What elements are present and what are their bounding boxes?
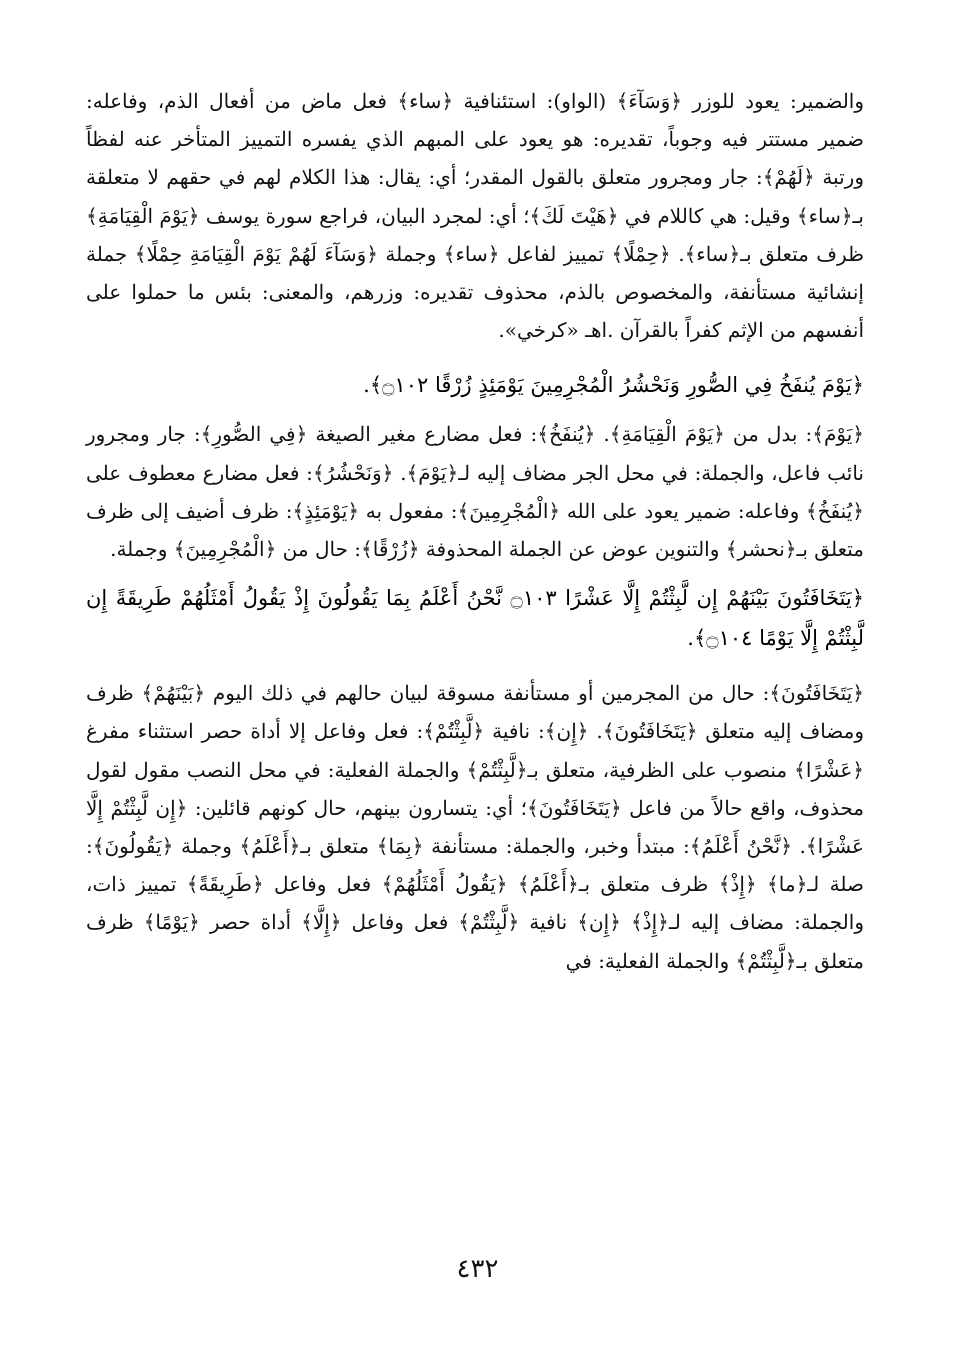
quran-verse-103-104: ﴿يَتَخَافَتُونَ بَيْنَهُمْ إِن لَّبِثْتُمْ إِلَّا عَشْرًا ۝١٠٣ نَّحْنُ أَعْلَمُ بِمَا يَقُولُونَ إِذْ يَقُولُ أَمْثَلُهُمْ طَرِيقَةً إِن لَّبِثْتُمْ إِلَّا يَوْمًا ۝١٠٤﴾. bbox=[86, 586, 864, 651]
quran-verse-102: ﴿يَوْمَ يُنفَخُ فِي الصُّورِ وَنَحْشُرُ الْمُجْرِمِينَ يَوْمَئِذٍ زُرْقًا ۝١٠٢﴾. bbox=[363, 373, 864, 398]
page-body bbox=[86, 82, 864, 980]
paragraph-spacer bbox=[86, 349, 864, 365]
commentary-paragraph-2: ﴿يَوْمَ﴾: بدل من ﴿يَوْمَ الْقِيَامَةِ﴾. ﴿يُنفَخُ﴾: فعل مضارع مغير الصيغة ﴿فِي الصُّورِ﴾: جار ومجرور نائب فاعل، والجملة: في محل الجر مضاف إليه لـ﴿يَوْمَ﴾. ﴿وَنَحْشُرُ﴾: فعل مضارع معطوف على ﴿يُنفَخُ﴾ وفاعله: ضمير يعود على الله ﴿الْمُجْرِمِينَ﴾: مفعول به ﴿يَوْمَئِذٍ﴾: ظرف أضيف إلى ظرف متعلق بـ﴿نحشر﴾ والتنوين عوض عن الجملة المحذوفة ﴿زُرْقًا﴾: حال من ﴿الْمُجْرِمِينَ﴾ وجملة. bbox=[86, 422, 864, 562]
paragraph-spacer bbox=[86, 405, 864, 415]
paragraph-spacer bbox=[86, 658, 864, 674]
commentary-paragraph-1: والضمير: يعود للوزر ﴿وَسَآءَ﴾ (الواو): استئنافية ﴿ساء﴾ فعل ماض من أفعال الذم، وفاعله: ضمير مستتر فيه وجوباً، تقديره: هو يعود على المبهم الذي يفسره التمييز المتأخر عنه لفظاً ورتبة ﴿لَهُمْ﴾: جار ومجرور متعلق بالقول المقدر؛ أي: يقال: هذا الكلام لهم في حقهم لا متعلقة بـ﴿ساء﴾ وقيل: هي كاللام في ﴿هَيْتَ لَكَ﴾؛ أي: لمجرد البيان، فراجع سورة يوسف ﴿يَوْمَ الْقِيَامَةِ﴾ ظرف متعلق بـ﴿ساء﴾. ﴿حِمْلًا﴾ تمييز لفاعل ﴿ساء﴾ وجملة ﴿وَسَآءَ لَهُمْ يَوْمَ الْقِيَامَةِ حِمْلًا﴾ جملة إنشائية مستأنفة، والمخصوص بالذم، محذوف تقديره: وزرهم، والمعنى: بئس ما حملوا على أنفسهم من الإثم كفراً بالقرآن .اهـ «كرخي». bbox=[86, 89, 864, 343]
commentary-paragraph-3: ﴿يَتَخَافَتُونَ﴾: حال من المجرمين أو مستأنفة مسوقة لبيان حالهم في ذلك اليوم ﴿بَيْنَهُمْ﴾ ظرف ومضاف إليه متعلق ﴿يَتَخَافَتُونَ﴾. ﴿إِن﴾: نافية ﴿لَّبِثْتُمْ﴾: فعل وفاعل إلا أداة حصر استثناء مفرغ ﴿عَشْرًا﴾ منصوب على الظرفية، متعلق بـ﴿لَّبِثْتُمْ﴾ والجملة الفعلية: في محل النصب مقول لقول محذوف، واقع حالاً من فاعل ﴿يَتَخَافَتُونَ﴾؛ أي: يتسارون بينهم، حال كونهم قائلين: ﴿إِن لَّبِثْتُمْ إِلَّا عَشْرًا﴾. ﴿نَّحْنُ أَعْلَمُ﴾: مبتدأ وخبر، والجملة: مستأنفة ﴿بِمَا﴾ متعلق بـ﴿أَعْلَمُ﴾ وجملة ﴿يَقُولُونَ﴾: صلة لـ﴿ما﴾ ﴿إِذْ﴾ ظرف متعلق بـ﴿أَعْلَمُ﴾ ﴿يَقُولُ أَمْثَلُهُمْ﴾ فعل وفاعل ﴿طَرِيقَةً﴾ تمييز ذات، والجملة: مضاف إليه لـ﴿إِذْ﴾ ﴿إِن﴾ نافية ﴿لَّبِثْتُمْ﴾ فعل وفاعل ﴿إِلَّا﴾ أداة حصر ﴿يَوْمًا﴾ ظرف متعلق بـ﴿لَّبِثْتُمْ﴾ والجملة الفعلية: في bbox=[86, 681, 865, 973]
paragraph-spacer bbox=[86, 568, 864, 578]
page-number: ٤٣٢ bbox=[456, 1254, 499, 1284]
